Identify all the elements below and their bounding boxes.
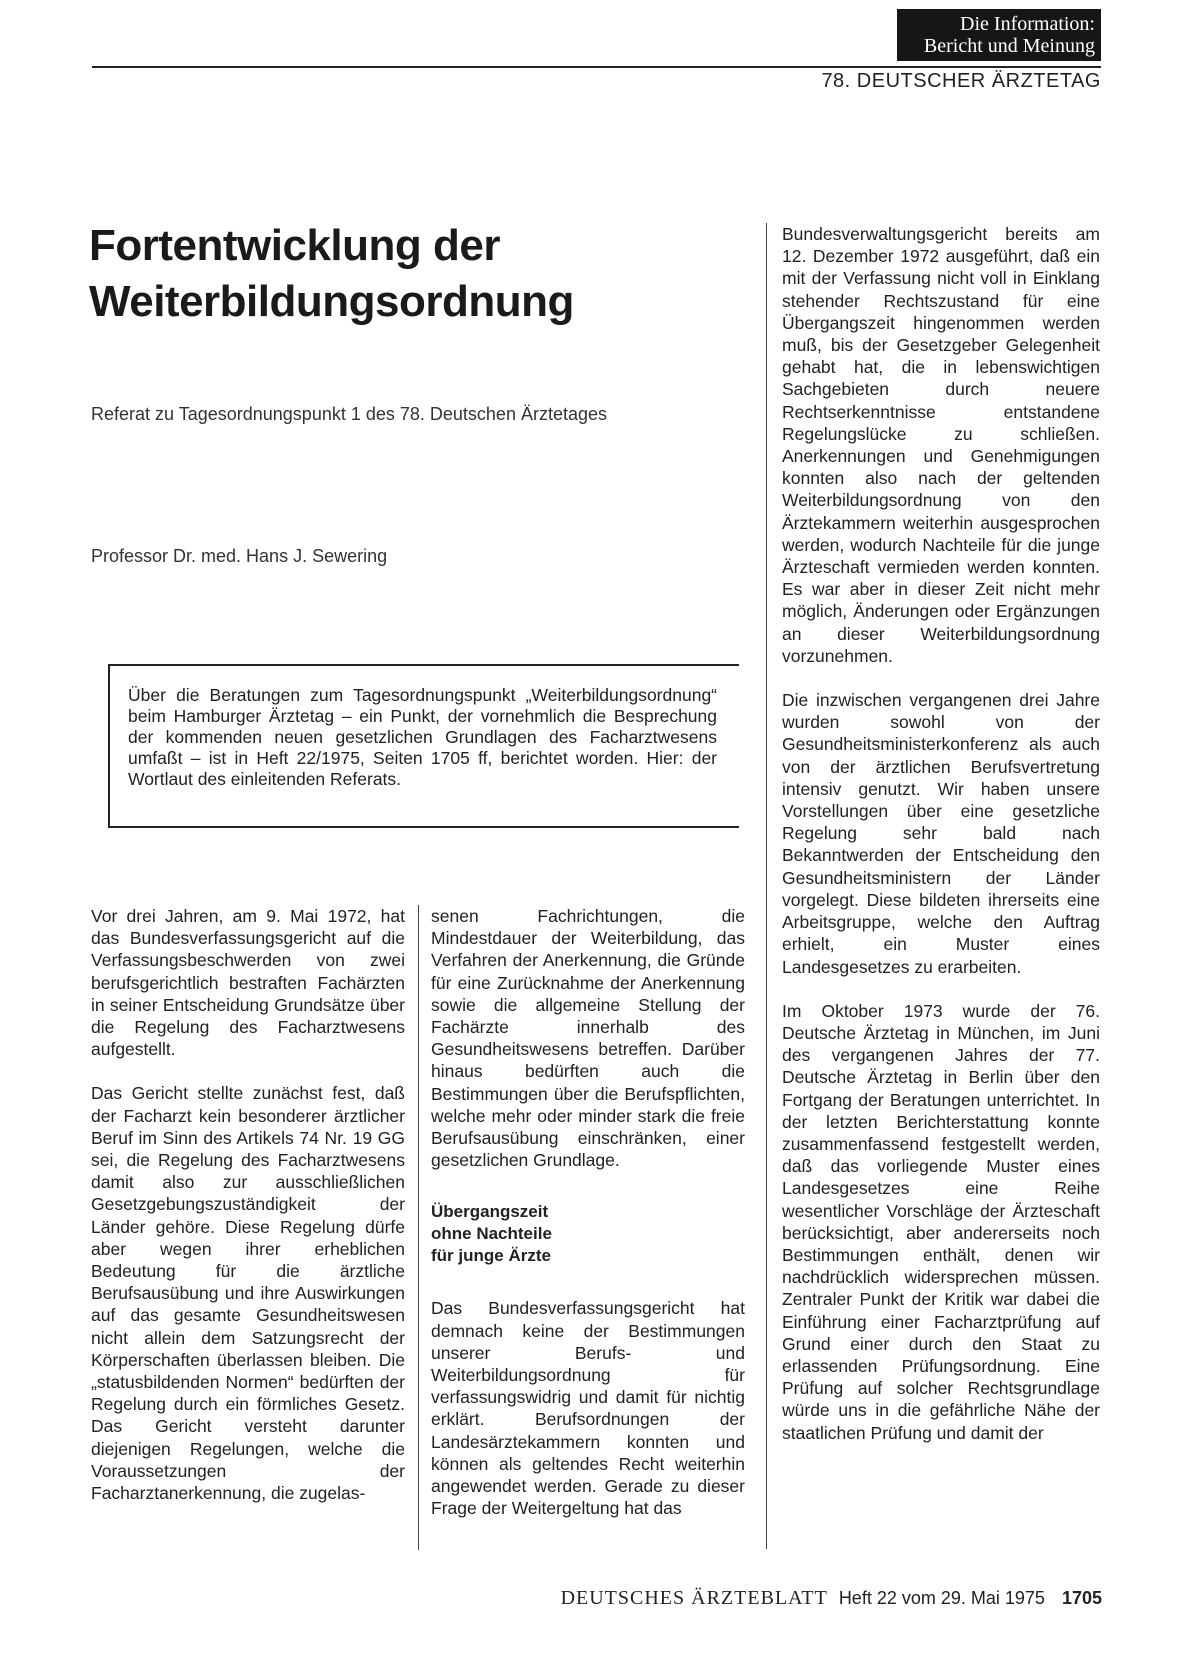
abstract-box bbox=[108, 664, 739, 828]
article-author: Professor Dr. med. Hans J. Sewering bbox=[91, 546, 388, 566]
abstract-text: Über die Beratungen zum Tagesordnungspunkt „Weiterbildungsordnung“ beim Hamburger Ärztetag – ein Punkt, der vornehmlich die Besprechung der kommenden neuen gesetzlichen Grundlagen des Facharztwesens umfaßt – ist in Heft 22/1975, Seiten 1705 ff, berichtet worden. Hier: der Wortlaut des einleitenden Referats. bbox=[128, 685, 717, 789]
journal-name: DEUTSCHES ÄRZTEBLATT bbox=[560, 1587, 828, 1609]
paragraph: senen Fachrichtungen, die Mindestdauer der Weiterbildung, das Verfahren der Anerkennung, die Gründe für eine Zurücknahme der Anerkennung sowie die allgemeine Stellung der Fachärzte innerhalb des Gesundheitswesens betreffen. Darüber hinaus bedürften auch die Bestimmungen über die Berufspflichten, welche mehr oder minder stark die freie Berufsausübung einschränken, einer gesetzlichen Grundlage. bbox=[431, 906, 745, 1171]
column-3 bbox=[782, 223, 1100, 1466]
paragraph: Das Gericht stellte zunächst fest, daß der Facharzt kein besonderer ärztlicher Beruf im Sinn des Artikels 74 Nr. 19 GG sei, die Regelung des Facharztwesens damit also zur ausschließlichen Gesetzgebungszuständigkeit der Länder gehöre. Diese Regelung dürfe aber wegen ihrer erheblichen Bedeutung für die ärztliche Berufsausübung und ihre Auswirkungen auf das gesamte Gesundheitswesen nicht allein dem Satzungsrecht der Körperschaften überlassen bleiben. Die „statusbildenden Normen“ bedürften der Regelung durch ein förmliches Gesetz. Das Gericht versteht darunter diejenigen Regelungen, welche die Voraussetzungen der Facharztanerkennung, die zugelas- bbox=[91, 1083, 405, 1504]
column-divider bbox=[766, 223, 767, 1549]
column-2 bbox=[431, 905, 745, 1541]
issue-info: Heft 22 vom 29. Mai 1975 bbox=[838, 1588, 1045, 1608]
column-1 bbox=[91, 905, 405, 1526]
section-badge bbox=[897, 9, 1101, 61]
subheading-line-3: für junge Ärzte bbox=[431, 1246, 551, 1266]
badge-line-1: Die Information: bbox=[960, 13, 1095, 35]
header-rule bbox=[92, 66, 1101, 68]
column-divider bbox=[418, 905, 419, 1550]
section-title: 78. DEUTSCHER ÄRZTETAG bbox=[821, 70, 1101, 92]
subheading-line-2: ohne Nachteile bbox=[431, 1224, 552, 1244]
paragraph: Die inzwischen vergangenen drei Jahre wurden sowohl von der Gesundheitsministerkonferenz als auch von der ärztlichen Berufsvertretung intensiv genutzt. Wir haben unsere Vorstellungen über eine gesetzliche Regelung sehr bald nach Bekanntwerden der Entscheidung den Gesundheitsministern der Länder vorgelegt. Diese bildeten ihrerseits eine Arbeitsgruppe, welche den Auftrag erhielt, ein Muster eines Landesgesetzes zu erarbeiten. bbox=[782, 690, 1100, 977]
paragraph: Vor drei Jahren, am 9. Mai 1972, hat das Bundesverfassungsgericht auf die Verfassungsbeschwerden von zwei berufsgerichtlich bestraften Fachärzten in seiner Entscheidung Grundsätze über die Regelung des Facharztwesens aufgestellt. bbox=[91, 906, 405, 1060]
article-title bbox=[89, 218, 729, 330]
paragraph: Im Oktober 1973 wurde der 76. Deutsche Ärztetag in München, im Juni des vergangenen Jahres der 77. Deutsche Ärztetag in Berlin über den Fortgang der Beratungen unterrichtet. In der letzten Berichterstattung konnte zusammenfassend festgestellt werden, daß das vorliegende Muster eines Landesgesetzes eine Reihe wesentlicher Vorschläge der Ärzteschaft berücksichtigt, aber andererseits noch Bestimmungen enthält, denen wir nachdrücklich widersprechen müssen. Zentraler Punkt der Kritik war dabei die Einführung einer Facharztprüfung auf Grund einer durch den Staat zu erlassenden Prüfungsordnung. Eine Prüfung auf solcher Rechtsgrundlage würde uns in die gefährliche Nähe der staatlichen Prüfung und damit der bbox=[782, 1000, 1100, 1443]
paragraph: Das Bundesverfassungsgericht hat demnach keine der Bestimmungen unserer Berufs- und Weiterbildungsordnung für verfassungswidrig und damit für nichtig erklärt. Berufsordnungen der Landesärztekammern konnten und können als geltendes Recht weiterhin angewendet werden. Gerade zu dieser Frage der Weitergeltung hat das bbox=[431, 1298, 745, 1519]
title-line-2: Weiterbildungsordnung bbox=[89, 277, 574, 326]
badge-line-2: Bericht und Meinung bbox=[923, 35, 1095, 57]
title-line-1: Fortentwicklung der bbox=[89, 221, 500, 270]
page-footer bbox=[561, 1587, 1102, 1610]
paragraph: Bundesverwaltungsgericht bereits am 12. Dezember 1972 ausgeführt, daß ein mit der Verfassung nicht voll in Einklang stehender Rechtszustand für eine Übergangszeit hingenommen werden muß, bis der Gesetzgeber Gelegenheit gehabt hat, die in lebenswichtigen Sachgebieten durch neuere Rechtserkenntnisse entstandene Regelungslücke zu schließen. Anerkennungen und Genehmigungen konnten also nach der geltenden Weiterbildungsordnung von den Ärztekammern weiterhin ausgesprochen werden, wodurch Nachteile für die junge Ärzteschaft vermieden werden konnten. Es war aber in dieser Zeit nicht mehr möglich, Änderungen oder Ergänzungen an dieser Weiterbildungsordnung vorzunehmen. bbox=[782, 224, 1100, 666]
subheading-line-1: Übergangszeit bbox=[431, 1202, 549, 1222]
article-subtitle: Referat zu Tagesordnungspunkt 1 des 78. Deutschen Ärztetages bbox=[91, 404, 607, 424]
page-number: 1705 bbox=[1061, 1588, 1102, 1608]
subheading bbox=[431, 1201, 745, 1267]
